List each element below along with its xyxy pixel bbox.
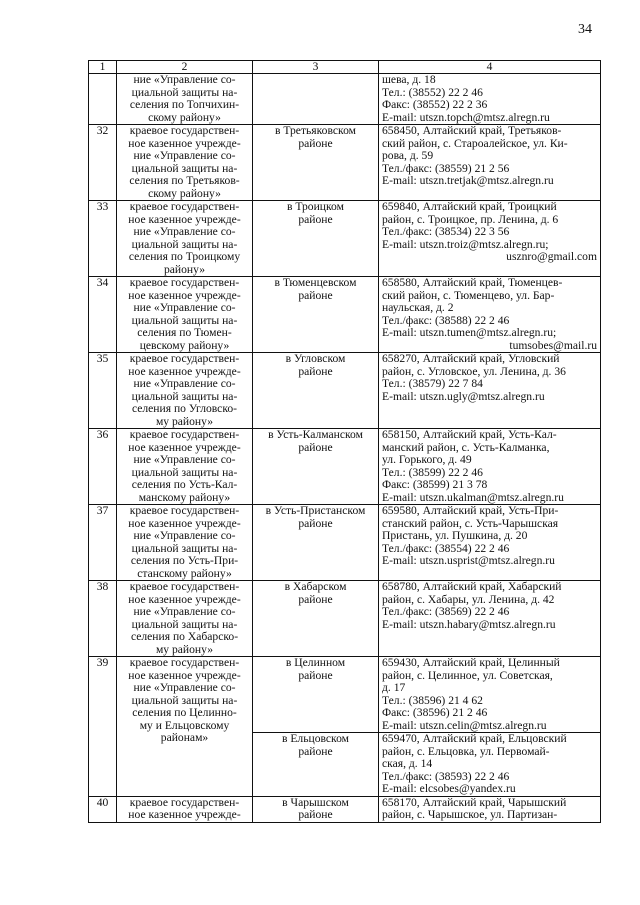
address-cell-line: Тел./факс: (38554) 22 2 46 [382, 541, 510, 555]
address-cell [379, 353, 601, 429]
organization-cell-line: краевое государствен- [129, 352, 240, 365]
address-cell-line: 659470, Алтайский край, Ельцовский [382, 732, 567, 745]
address-cell-line: 658780, Алтайский край, Хабарский [382, 580, 562, 593]
address-cell-line: Тел./факс: (38593) 22 2 46 [382, 769, 510, 783]
organization-cell-line: му району» [155, 642, 214, 656]
row-number: 40 [89, 796, 117, 822]
row-number: 34 [89, 277, 117, 353]
organization-cell-line: циальной защиты на- [131, 617, 238, 631]
address-cell-line: рова, д. 59 [382, 149, 434, 162]
address-cell-line: станский район, с. Усть-Чарышская [382, 516, 559, 530]
address-cell-line: 658270, Алтайский край, Угловский [382, 352, 560, 365]
region-cell-line: районе [298, 808, 333, 821]
table-row [89, 74, 601, 125]
organization-cell-line: селения по Тюмен- [137, 326, 232, 339]
address-cell-line: наульская, д. 2 [382, 301, 454, 314]
organization-cell [117, 429, 253, 505]
region-cell [253, 796, 379, 822]
address-cell [379, 657, 601, 733]
address-cell-line: Факс: (38599) 21 3 78 [382, 478, 488, 491]
region-cell-line: в Троицком [287, 200, 344, 213]
row-number: 38 [89, 581, 117, 657]
organization-cell-line: циальной защиты на- [131, 313, 238, 327]
region-cell-line: районе [298, 212, 333, 226]
address-cell-line: район, с. Целинное, ул. Советская, [382, 668, 553, 682]
address-cell-line: E-mail: utszn.usprist@mtsz.alregn.ru [382, 554, 555, 567]
address-cell-line: E-mail: utszn.tumen@mtsz.alregn.ru; [382, 326, 557, 339]
address-cell-line: E-mail: utszn.ukalman@mtsz.alregn.ru [382, 490, 564, 504]
region-cell-line: районе [298, 744, 333, 758]
organization-cell [117, 201, 253, 277]
address-cell [379, 429, 601, 505]
region-cell-line: районе [298, 440, 333, 454]
address-cell-line: манский район, с. Усть-Калманка, [382, 440, 550, 454]
address-cell-line: 658450, Алтайский край, Третьяков- [382, 124, 562, 137]
region-cell-line: в Ельцовском [281, 732, 350, 745]
organization-cell-line: станскому району» [137, 566, 232, 580]
region-cell [253, 74, 379, 125]
organization-cell-line: селения по Хабарско- [130, 630, 239, 643]
organization-cell-line: ние «Управление со- [133, 377, 236, 390]
region-cell [253, 201, 379, 277]
address-cell-line: район, с. Хабары, ул. Ленина, д. 42 [382, 592, 555, 606]
address-cell-line: ул. Горького, д. 49 [382, 453, 472, 466]
organization-cell-line: селения по Троицкому [128, 250, 241, 263]
address-cell-line: Тел./факс: (38569) 22 2 46 [382, 605, 510, 618]
organization-cell-line: скому району» [148, 110, 221, 124]
address-cell [379, 125, 601, 201]
region-cell-line: районе [298, 668, 333, 682]
table-row [89, 125, 601, 201]
table-row [89, 201, 601, 277]
address-cell-line: E-mail: utszn.ugly@mtsz.alregn.ru [382, 389, 545, 403]
organization-cell-line: циальной защиты на- [131, 237, 238, 251]
region-cell-line: в Усть-Пристанском [265, 504, 366, 517]
address-cell-line: E-mail: utszn.tretjak@mtsz.alregn.ru [382, 174, 554, 187]
region-cell-line: в Чарышском [282, 796, 349, 809]
address-cell-line: 658170, Алтайский край, Чарышский [382, 796, 567, 809]
address-cell-line: ский район, с. Тюменцево, ул. Бар- [382, 288, 555, 302]
address-cell-line: Тел.: (38599) 22 2 46 [382, 465, 483, 479]
region-cell-line: в Угловском [285, 352, 346, 365]
row-number: 33 [89, 201, 117, 277]
region-cell [253, 505, 379, 581]
organization-cell-line: ное казенное учрежде- [128, 516, 241, 530]
organization-cell-line: ние «Управление со- [133, 529, 236, 542]
address-cell [379, 733, 601, 797]
address-cell [379, 796, 601, 822]
organization-cell-line: ное казенное учрежде- [128, 212, 241, 226]
row-number: 32 [89, 125, 117, 201]
organization-cell [117, 353, 253, 429]
organization-cell-line: ние «Управление со- [133, 73, 236, 86]
contacts-table [88, 60, 601, 823]
organization-cell-line: ное казенное учрежде- [128, 808, 241, 821]
header-cell: 3 [253, 61, 379, 74]
region-cell-line: районе [298, 516, 333, 530]
region-cell-line: районе [298, 136, 333, 150]
organization-cell-line: краевое государствен- [129, 124, 240, 137]
address-cell-line: 658580, Алтайский край, Тюменцев- [382, 276, 563, 289]
organization-cell-line: селения по Целинно- [132, 706, 237, 719]
organization-cell [117, 657, 253, 797]
organization-cell-line: краевое государствен- [129, 580, 240, 593]
address-cell-line: Пристань, ул. Пушкина, д. 20 [382, 529, 528, 542]
region-cell-line: в Тюменцевском [274, 276, 357, 289]
organization-cell-line: циальной защиты на- [131, 541, 238, 555]
address-cell-line: E-mail: elcsobes@yandex.ru [382, 782, 516, 795]
address-cell [379, 581, 601, 657]
header-cell: 1 [89, 61, 117, 74]
address-cell-line: район, с. Троицкое, пр. Ленина, д. 6 [382, 212, 559, 226]
region-cell [253, 581, 379, 657]
address-cell-line: район, с. Чарышское, ул. Партизан- [382, 808, 558, 821]
organization-cell [117, 74, 253, 125]
address-cell [379, 277, 601, 353]
address-cell-line: Тел.: (38552) 22 2 46 [382, 85, 483, 99]
address-cell-line: район, с. Угловское, ул. Ленина, д. 36 [382, 364, 566, 378]
organization-cell-line: му району» [155, 414, 214, 428]
organization-cell-line: циальной защиты на- [131, 465, 238, 479]
organization-cell-line: ное казенное учрежде- [128, 440, 241, 454]
organization-cell-line: циальной защиты на- [131, 693, 238, 707]
region-cell-line: районе [298, 364, 333, 378]
address-cell-line: Тел.: (38596) 21 4 62 [382, 693, 483, 707]
organization-cell-line: краевое государствен- [129, 428, 240, 441]
address-cell-line: 659580, Алтайский край, Усть-При- [382, 504, 559, 517]
address-cell-line: ская, д. 14 [382, 757, 433, 770]
organization-cell-line: му и Ельцовскому [139, 718, 230, 732]
row-number: 36 [89, 429, 117, 505]
organization-cell-line: ное казенное учрежде- [128, 364, 241, 378]
organization-cell-line: ние «Управление со- [133, 301, 236, 314]
region-cell [253, 277, 379, 353]
region-cell-line: в Целинном [285, 656, 346, 669]
header-cell: 2 [117, 61, 253, 74]
table-row [89, 277, 601, 353]
organization-cell-line: ное казенное учрежде- [128, 136, 241, 150]
address-cell-line: д. 17 [382, 681, 406, 694]
table-header-row [89, 61, 601, 74]
organization-cell-line: краевое государствен- [129, 276, 240, 289]
region-cell-line: в Третьяковском [275, 124, 356, 137]
address-cell-line: 658150, Алтайский край, Усть-Кал- [382, 428, 557, 441]
organization-cell [117, 277, 253, 353]
region-cell [253, 353, 379, 429]
address-cell-line: E-mail: utszn.troiz@mtsz.alregn.ru; [382, 237, 549, 251]
organization-cell [117, 125, 253, 201]
organization-cell-line: ние «Управление со- [133, 149, 236, 162]
address-cell-line: Тел.: (38579) 22 7 84 [382, 377, 483, 390]
address-cell-line: E-mail: utszn.celin@mtsz.alregn.ru [382, 718, 547, 732]
address-cell [379, 74, 601, 125]
organization-cell-line: селения по Угловско- [131, 402, 238, 415]
organization-cell-line: селения по Усть-При- [130, 554, 239, 567]
table-row [89, 353, 601, 429]
region-cell [253, 733, 379, 797]
organization-cell-line: циальной защиты на- [131, 389, 238, 403]
organization-cell [117, 796, 253, 822]
address-cell-line: Факс: (38596) 21 2 46 [382, 706, 488, 719]
address-cell-line: tumsobes@mail.ru [509, 338, 597, 352]
address-cell-line: 659840, Алтайский край, Троицкий [382, 200, 557, 213]
address-cell-line: шева, д. 18 [382, 73, 436, 86]
address-cell-line: ский район, с. Староалейское, ул. Ки- [382, 136, 568, 150]
region-cell [253, 429, 379, 505]
organization-cell-line: скому району» [148, 186, 221, 200]
region-cell [253, 657, 379, 733]
organization-cell-line: ние «Управление со- [133, 453, 236, 466]
address-cell-line: 659430, Алтайский край, Целинный [382, 656, 560, 669]
address-cell-line: E-mail: utszn.topch@mtsz.alregn.ru [382, 110, 550, 124]
organization-cell-line: краевое государствен- [129, 504, 240, 517]
region-cell-line: в Усть-Калманском [268, 428, 363, 441]
organization-cell-line: ное казенное учрежде- [128, 668, 241, 682]
organization-cell-line: цевскому району» [139, 338, 230, 352]
organization-cell-line: ное казенное учрежде- [128, 288, 241, 302]
organization-cell-line: циальной защиты на- [131, 161, 238, 175]
organization-cell-line: ние «Управление со- [133, 605, 236, 618]
organization-cell-line: ние «Управление со- [133, 225, 236, 238]
organization-cell-line: району» [163, 262, 206, 276]
region-cell [253, 125, 379, 201]
organization-cell [117, 581, 253, 657]
table-row [89, 505, 601, 581]
region-cell-line: районе [298, 288, 333, 302]
address-cell-line: Факс: (38552) 22 2 36 [382, 98, 488, 111]
region-cell-line: районе [298, 592, 333, 606]
address-cell-line: Тел./факс: (38588) 22 2 46 [382, 313, 510, 327]
table-row [89, 796, 601, 822]
address-cell [379, 505, 601, 581]
address-cell-line: Тел./факс: (38534) 22 3 56 [382, 225, 510, 238]
organization-cell-line: районам» [160, 731, 209, 744]
header-cell: 4 [379, 61, 601, 74]
table-row [89, 657, 601, 733]
organization-cell-line: селения по Усть-Кал- [131, 478, 238, 491]
table-row [89, 429, 601, 505]
page-number: 34 [578, 22, 592, 37]
organization-cell-line: циальной защиты на- [131, 85, 238, 99]
organization-cell-line: ное казенное учрежде- [128, 592, 241, 606]
organization-cell-line: краевое государствен- [129, 200, 240, 213]
address-cell-line: Тел./факс: (38559) 21 2 56 [382, 161, 510, 175]
address-cell-line: usznro@gmail.com [506, 250, 597, 263]
region-cell-line: в Хабарском [284, 580, 347, 593]
organization-cell [117, 505, 253, 581]
organization-cell-line: селения по Третьяков- [129, 174, 240, 187]
row-number: 35 [89, 353, 117, 429]
row-number: 37 [89, 505, 117, 581]
address-cell-line: район, с. Ельцовка, ул. Первомай- [382, 744, 550, 758]
address-cell-line: E-mail: utszn.habary@mtsz.alregn.ru [382, 617, 556, 631]
organization-cell-line: краевое государствен- [129, 656, 240, 669]
row-number: 39 [89, 657, 117, 797]
organization-cell-line: манскому району» [138, 490, 231, 504]
address-cell [379, 201, 601, 277]
organization-cell-line: краевое государствен- [129, 796, 240, 809]
row-number [89, 74, 117, 125]
organization-cell-line: селения по Топчихин- [129, 98, 240, 111]
table-row [89, 581, 601, 657]
organization-cell-line: ние «Управление со- [133, 681, 236, 694]
